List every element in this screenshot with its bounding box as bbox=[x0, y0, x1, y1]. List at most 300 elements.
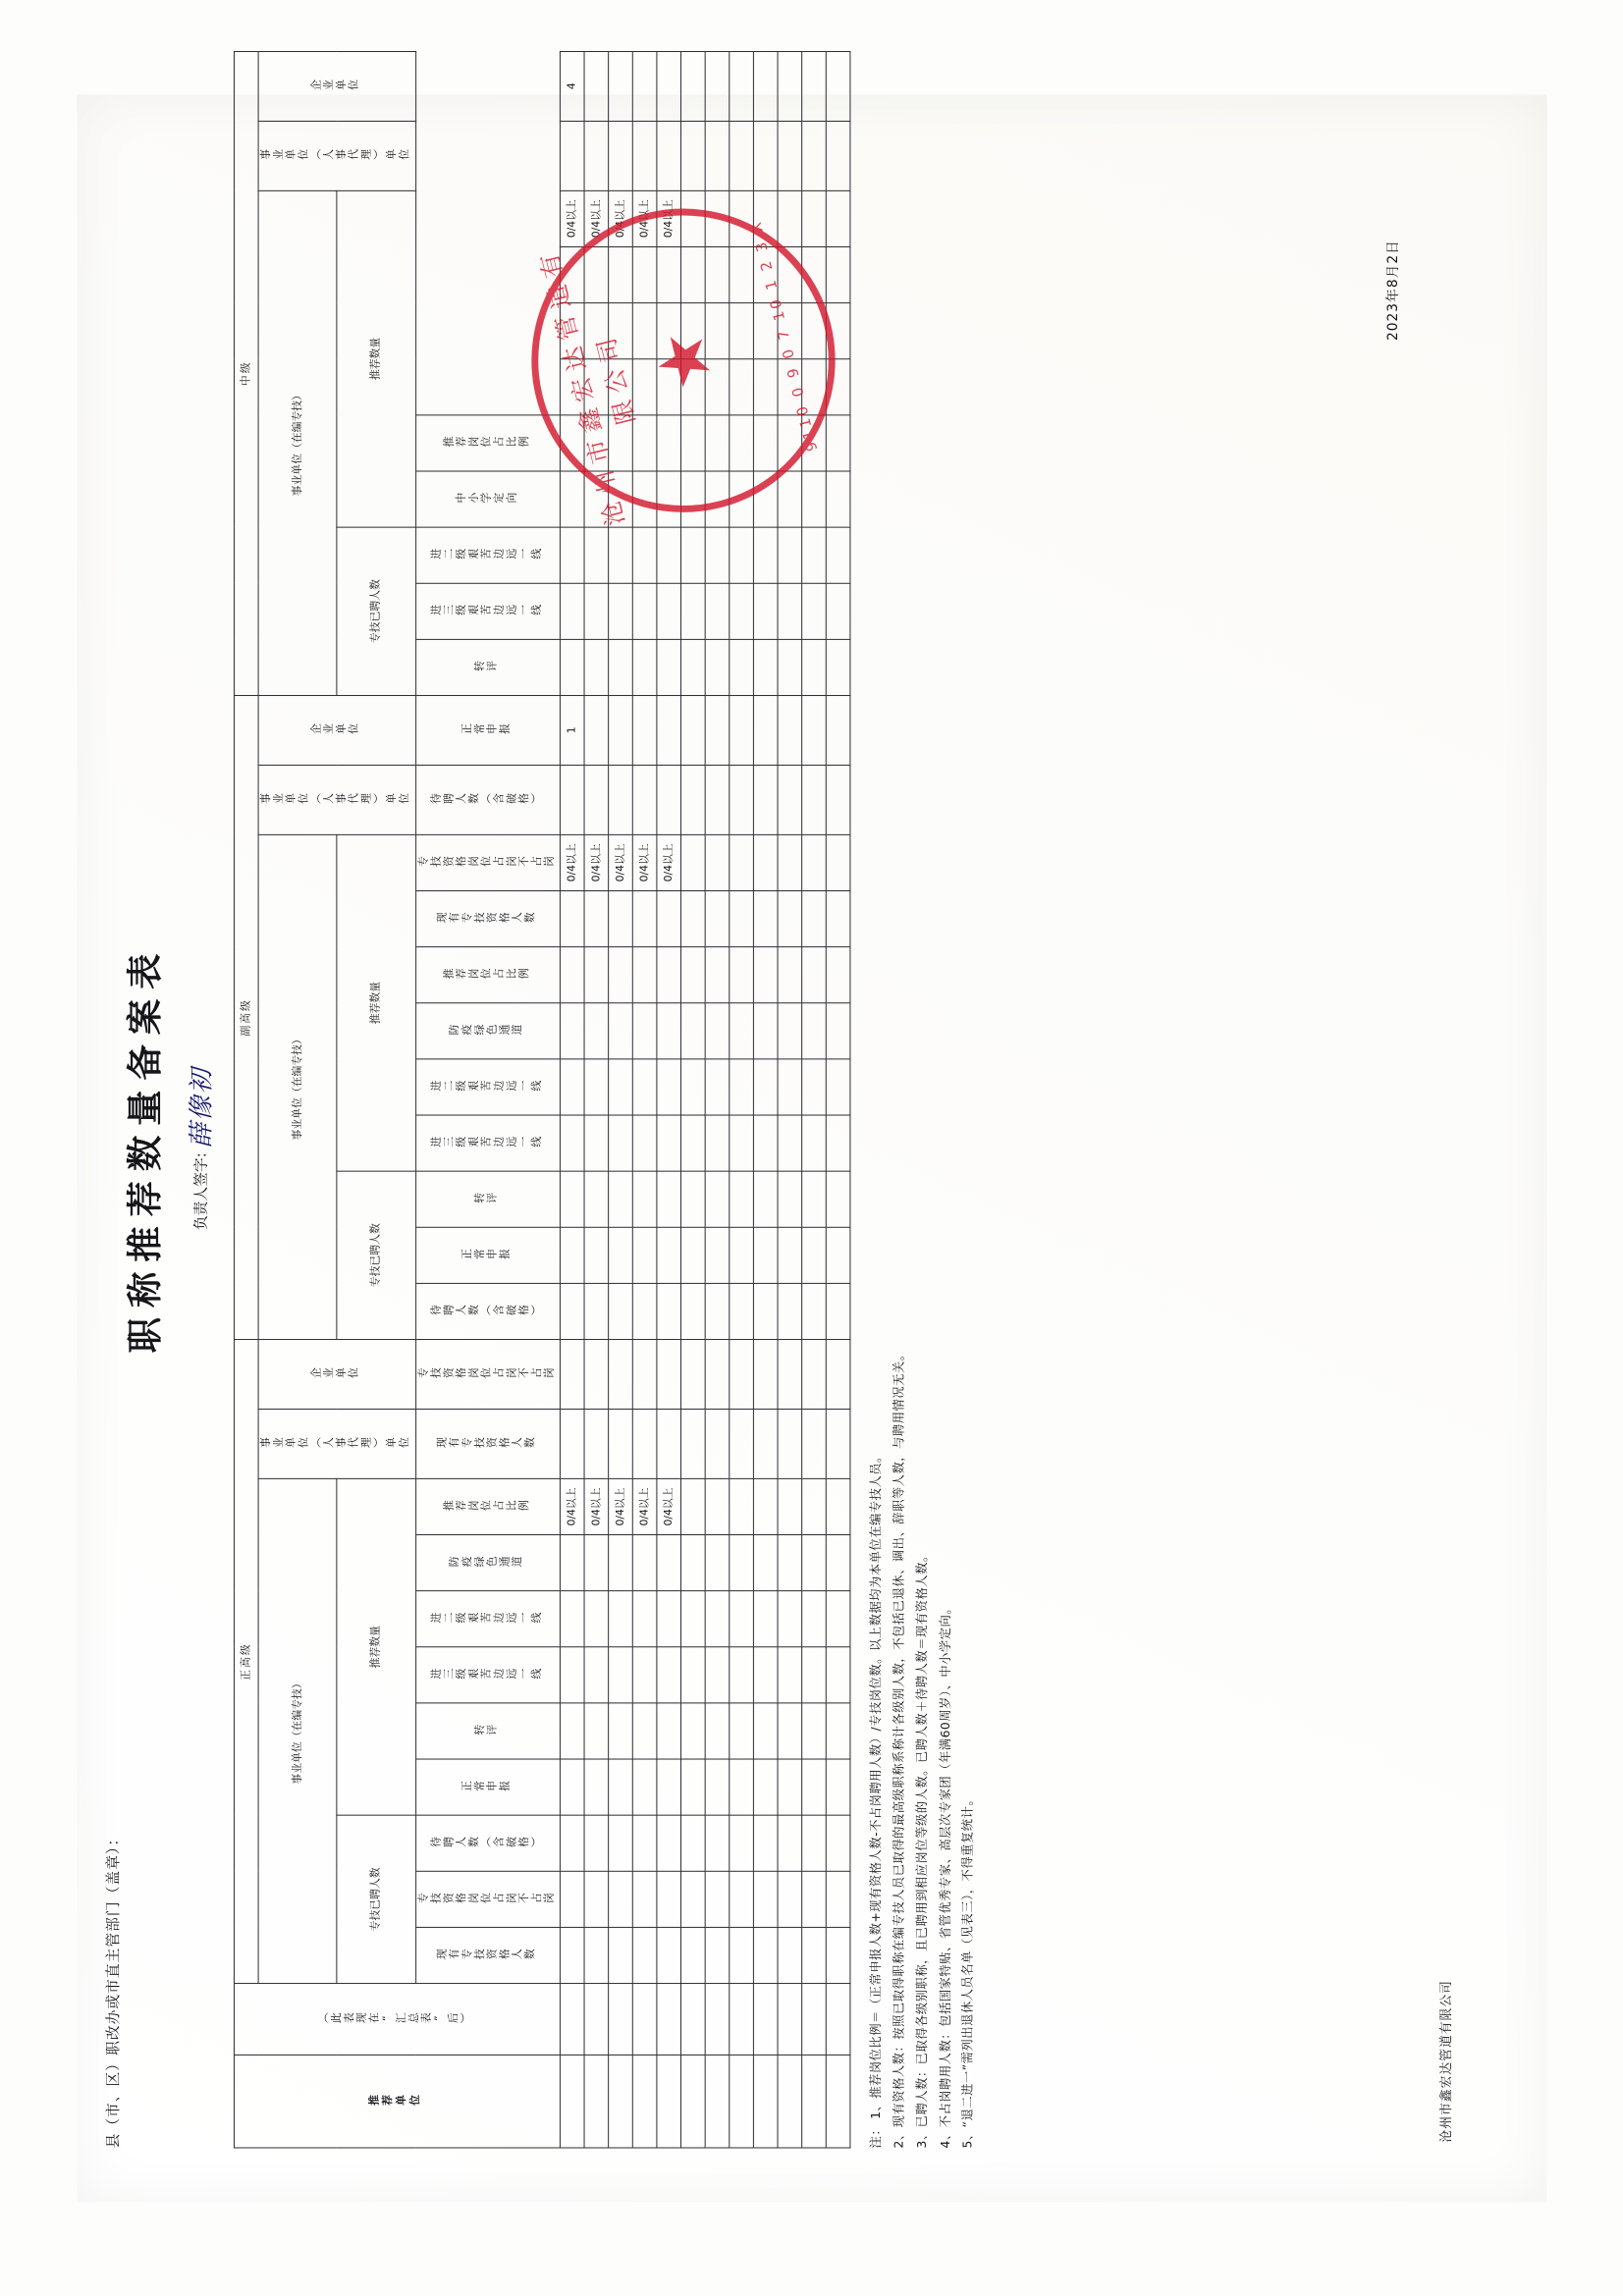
cell[interactable] bbox=[657, 765, 681, 834]
cell[interactable] bbox=[801, 1002, 826, 1058]
cell[interactable] bbox=[801, 1227, 826, 1283]
cell[interactable] bbox=[753, 1534, 778, 1590]
cell[interactable] bbox=[730, 1646, 754, 1702]
cell[interactable] bbox=[801, 1171, 826, 1227]
cell[interactable] bbox=[753, 526, 778, 582]
cell[interactable] bbox=[680, 639, 705, 695]
cell[interactable] bbox=[826, 1114, 850, 1170]
cell[interactable] bbox=[560, 1409, 584, 1478]
cell[interactable] bbox=[680, 695, 705, 765]
cell[interactable] bbox=[705, 765, 730, 834]
ratio-cell[interactable]: 0/4以上 bbox=[560, 834, 584, 890]
cell[interactable] bbox=[705, 1409, 730, 1478]
cell[interactable] bbox=[801, 1815, 826, 1871]
cell[interactable] bbox=[632, 1058, 657, 1114]
cell[interactable] bbox=[680, 1002, 705, 1058]
cell[interactable] bbox=[560, 1702, 584, 1758]
cell[interactable] bbox=[753, 1283, 778, 1339]
cell[interactable] bbox=[801, 526, 826, 582]
cell[interactable] bbox=[632, 890, 657, 946]
cell[interactable] bbox=[778, 1283, 802, 1339]
cell[interactable] bbox=[657, 639, 681, 695]
cell[interactable] bbox=[608, 1646, 632, 1702]
cell[interactable] bbox=[778, 190, 802, 246]
cell[interactable] bbox=[778, 1058, 802, 1114]
cell[interactable] bbox=[826, 1227, 850, 1283]
cell[interactable] bbox=[826, 765, 850, 834]
cell[interactable] bbox=[801, 1283, 826, 1339]
cell[interactable] bbox=[753, 1702, 778, 1758]
cell[interactable] bbox=[584, 1759, 609, 1815]
cell[interactable] bbox=[680, 583, 705, 639]
cell[interactable] bbox=[826, 1759, 850, 1815]
cell[interactable] bbox=[778, 1478, 802, 1534]
cell[interactable] bbox=[778, 1815, 802, 1871]
cell[interactable] bbox=[657, 1590, 681, 1646]
cell[interactable] bbox=[705, 1114, 730, 1170]
cell[interactable] bbox=[632, 639, 657, 695]
cell[interactable] bbox=[705, 1478, 730, 1534]
cell[interactable] bbox=[801, 1927, 826, 1983]
ratio-cell[interactable]: 0/4以上 bbox=[608, 834, 632, 890]
cell[interactable] bbox=[608, 639, 632, 695]
ratio-cell[interactable]: 0/4以上 bbox=[632, 834, 657, 890]
cell[interactable] bbox=[730, 1283, 754, 1339]
cell[interactable] bbox=[778, 639, 802, 695]
cell[interactable] bbox=[584, 946, 609, 1002]
cell[interactable] bbox=[632, 1815, 657, 1871]
cell[interactable] bbox=[632, 946, 657, 1002]
cell[interactable] bbox=[608, 695, 632, 765]
cell[interactable] bbox=[730, 695, 754, 765]
cell[interactable] bbox=[584, 1002, 609, 1058]
cell[interactable] bbox=[801, 190, 826, 246]
cell[interactable] bbox=[584, 890, 609, 946]
cell[interactable] bbox=[680, 1646, 705, 1702]
cell[interactable] bbox=[753, 1646, 778, 1702]
cell[interactable] bbox=[584, 765, 609, 834]
cell[interactable] bbox=[608, 1114, 632, 1170]
cell[interactable] bbox=[705, 1339, 730, 1409]
cell[interactable] bbox=[801, 890, 826, 946]
cell[interactable] bbox=[632, 1927, 657, 1983]
cell[interactable] bbox=[778, 765, 802, 834]
cell[interactable] bbox=[657, 526, 681, 582]
cell[interactable] bbox=[826, 246, 850, 302]
cell[interactable] bbox=[560, 1815, 584, 1871]
cell[interactable] bbox=[826, 51, 850, 121]
cell[interactable] bbox=[680, 1702, 705, 1758]
cell[interactable] bbox=[826, 1815, 850, 1871]
cell[interactable] bbox=[753, 51, 778, 121]
cell[interactable] bbox=[778, 51, 802, 121]
cell[interactable] bbox=[826, 583, 850, 639]
ratio-cell[interactable]: 0/4以上 bbox=[560, 1478, 584, 1534]
cell[interactable] bbox=[560, 1871, 584, 1927]
cell[interactable] bbox=[584, 1927, 609, 1983]
cell[interactable] bbox=[632, 1409, 657, 1478]
cell[interactable] bbox=[778, 1114, 802, 1170]
cell[interactable] bbox=[705, 946, 730, 1002]
cell[interactable] bbox=[730, 1058, 754, 1114]
cell[interactable] bbox=[680, 1171, 705, 1227]
cell[interactable] bbox=[608, 1283, 632, 1339]
cell[interactable] bbox=[801, 121, 826, 190]
cell[interactable] bbox=[730, 1759, 754, 1815]
cell[interactable] bbox=[801, 946, 826, 1002]
cell[interactable] bbox=[753, 1409, 778, 1478]
cell[interactable] bbox=[778, 1871, 802, 1927]
cell[interactable] bbox=[778, 1171, 802, 1227]
cell[interactable] bbox=[705, 1227, 730, 1283]
ratio-cell[interactable]: 0/4以上 bbox=[632, 190, 657, 246]
cell[interactable] bbox=[753, 583, 778, 639]
cell[interactable] bbox=[826, 946, 850, 1002]
cell[interactable] bbox=[560, 1646, 584, 1702]
cell[interactable] bbox=[778, 470, 802, 526]
cell[interactable] bbox=[826, 695, 850, 765]
cell[interactable] bbox=[801, 639, 826, 695]
cell-mid-enterprise-value[interactable]: 4 bbox=[560, 51, 584, 121]
cell[interactable] bbox=[753, 1927, 778, 1983]
cell[interactable] bbox=[632, 1339, 657, 1409]
cell[interactable] bbox=[584, 1590, 609, 1646]
cell[interactable] bbox=[705, 1058, 730, 1114]
cell[interactable] bbox=[801, 1058, 826, 1114]
cell[interactable] bbox=[705, 526, 730, 582]
cell[interactable] bbox=[584, 695, 609, 765]
cell[interactable] bbox=[801, 51, 826, 121]
cell[interactable] bbox=[632, 1227, 657, 1283]
cell[interactable] bbox=[680, 1478, 705, 1534]
cell[interactable] bbox=[753, 834, 778, 890]
cell[interactable] bbox=[778, 946, 802, 1002]
cell[interactable] bbox=[608, 1759, 632, 1815]
cell[interactable] bbox=[560, 1534, 584, 1590]
cell[interactable] bbox=[680, 1590, 705, 1646]
cell[interactable] bbox=[801, 583, 826, 639]
cell[interactable] bbox=[826, 1002, 850, 1058]
cell[interactable] bbox=[608, 1227, 632, 1283]
cell[interactable] bbox=[826, 1339, 850, 1409]
cell[interactable] bbox=[705, 121, 730, 190]
cell[interactable] bbox=[705, 1927, 730, 1983]
cell[interactable] bbox=[826, 526, 850, 582]
cell[interactable] bbox=[680, 946, 705, 1002]
cell[interactable] bbox=[801, 1339, 826, 1409]
cell[interactable] bbox=[560, 1002, 584, 1058]
cell[interactable] bbox=[608, 1590, 632, 1646]
cell[interactable] bbox=[632, 1171, 657, 1227]
cell[interactable] bbox=[632, 1702, 657, 1758]
cell[interactable] bbox=[680, 1283, 705, 1339]
cell[interactable] bbox=[680, 1871, 705, 1927]
cell[interactable] bbox=[608, 121, 632, 190]
cell[interactable] bbox=[584, 1409, 609, 1478]
cell[interactable] bbox=[730, 834, 754, 890]
cell[interactable] bbox=[730, 1002, 754, 1058]
cell[interactable] bbox=[560, 470, 584, 526]
cell[interactable] bbox=[730, 1815, 754, 1871]
cell[interactable] bbox=[705, 1646, 730, 1702]
cell[interactable] bbox=[680, 1339, 705, 1409]
cell[interactable] bbox=[632, 526, 657, 582]
cell[interactable] bbox=[730, 1702, 754, 1758]
cell[interactable] bbox=[657, 1702, 681, 1758]
cell[interactable] bbox=[705, 834, 730, 890]
cell[interactable] bbox=[826, 1871, 850, 1927]
cell[interactable] bbox=[584, 1171, 609, 1227]
cell[interactable] bbox=[584, 583, 609, 639]
cell[interactable] bbox=[730, 890, 754, 946]
cell[interactable] bbox=[730, 1534, 754, 1590]
cell[interactable] bbox=[560, 1339, 584, 1409]
cell[interactable] bbox=[826, 1590, 850, 1646]
cell[interactable] bbox=[680, 1409, 705, 1478]
cell[interactable] bbox=[730, 121, 754, 190]
cell[interactable] bbox=[730, 1927, 754, 1983]
cell[interactable] bbox=[801, 1871, 826, 1927]
cell[interactable] bbox=[778, 1002, 802, 1058]
cell[interactable] bbox=[730, 1114, 754, 1170]
cell[interactable] bbox=[608, 583, 632, 639]
cell[interactable] bbox=[730, 1478, 754, 1534]
cell[interactable] bbox=[632, 1871, 657, 1927]
cell[interactable] bbox=[730, 51, 754, 121]
cell[interactable] bbox=[584, 1227, 609, 1283]
cell[interactable] bbox=[657, 1171, 681, 1227]
cell[interactable] bbox=[608, 946, 632, 1002]
cell[interactable] bbox=[826, 1478, 850, 1534]
cell[interactable] bbox=[657, 890, 681, 946]
ratio-cell[interactable]: 0/4以上 bbox=[657, 190, 681, 246]
cell[interactable] bbox=[778, 1534, 802, 1590]
cell[interactable] bbox=[730, 1871, 754, 1927]
cell[interactable] bbox=[632, 1283, 657, 1339]
cell[interactable] bbox=[826, 470, 850, 526]
ratio-cell[interactable]: 0/4以上 bbox=[657, 834, 681, 890]
cell[interactable] bbox=[657, 121, 681, 190]
cell[interactable] bbox=[584, 1339, 609, 1409]
cell[interactable] bbox=[705, 1759, 730, 1815]
ratio-cell[interactable]: 0/4以上 bbox=[657, 1478, 681, 1534]
cell[interactable] bbox=[680, 121, 705, 190]
cell[interactable] bbox=[753, 890, 778, 946]
cell[interactable] bbox=[657, 583, 681, 639]
cell[interactable] bbox=[560, 1171, 584, 1227]
cell[interactable] bbox=[560, 946, 584, 1002]
cell[interactable] bbox=[801, 695, 826, 765]
cell[interactable] bbox=[560, 121, 584, 190]
cell[interactable] bbox=[730, 1590, 754, 1646]
cell[interactable] bbox=[680, 526, 705, 582]
cell[interactable] bbox=[657, 695, 681, 765]
cell[interactable] bbox=[705, 1534, 730, 1590]
cell[interactable] bbox=[657, 946, 681, 1002]
cell[interactable] bbox=[632, 1002, 657, 1058]
ratio-cell[interactable]: 0/4以上 bbox=[560, 190, 584, 246]
cell[interactable] bbox=[632, 51, 657, 121]
cell[interactable] bbox=[826, 121, 850, 190]
cell[interactable] bbox=[560, 526, 584, 582]
cell[interactable] bbox=[730, 946, 754, 1002]
cell[interactable] bbox=[608, 1171, 632, 1227]
cell[interactable] bbox=[632, 1590, 657, 1646]
cell[interactable] bbox=[608, 1871, 632, 1927]
cell[interactable] bbox=[657, 1227, 681, 1283]
cell[interactable] bbox=[826, 1409, 850, 1478]
cell[interactable] bbox=[801, 1534, 826, 1590]
cell[interactable] bbox=[753, 765, 778, 834]
cell[interactable] bbox=[778, 1759, 802, 1815]
cell[interactable] bbox=[753, 1815, 778, 1871]
cell[interactable] bbox=[778, 1927, 802, 1983]
cell[interactable] bbox=[826, 1534, 850, 1590]
cell[interactable] bbox=[560, 1590, 584, 1646]
cell[interactable] bbox=[657, 1646, 681, 1702]
cell[interactable] bbox=[801, 765, 826, 834]
cell[interactable] bbox=[680, 51, 705, 121]
cell[interactable] bbox=[801, 834, 826, 890]
cell[interactable] bbox=[730, 1227, 754, 1283]
cell[interactable] bbox=[657, 1114, 681, 1170]
cell[interactable] bbox=[680, 1114, 705, 1170]
cell[interactable] bbox=[657, 1339, 681, 1409]
cell[interactable] bbox=[632, 1534, 657, 1590]
cell[interactable] bbox=[608, 1002, 632, 1058]
cell[interactable] bbox=[826, 1171, 850, 1227]
ratio-cell[interactable]: 0/4以上 bbox=[584, 1478, 609, 1534]
cell[interactable] bbox=[826, 834, 850, 890]
cell[interactable] bbox=[680, 1927, 705, 1983]
ratio-cell[interactable]: 0/4以上 bbox=[632, 1478, 657, 1534]
cell[interactable] bbox=[730, 1409, 754, 1478]
cell[interactable] bbox=[778, 1590, 802, 1646]
cell[interactable] bbox=[705, 890, 730, 946]
ratio-cell[interactable]: 0/4以上 bbox=[584, 834, 609, 890]
cell[interactable] bbox=[753, 1227, 778, 1283]
cell[interactable] bbox=[801, 1702, 826, 1758]
cell[interactable] bbox=[608, 1702, 632, 1758]
cell[interactable] bbox=[826, 1058, 850, 1114]
cell[interactable] bbox=[705, 1702, 730, 1758]
cell[interactable] bbox=[657, 1815, 681, 1871]
cell[interactable] bbox=[584, 1534, 609, 1590]
cell[interactable] bbox=[584, 1058, 609, 1114]
cell[interactable] bbox=[657, 1058, 681, 1114]
cell-associate-enterprise-value[interactable]: 1 bbox=[560, 695, 584, 765]
cell[interactable] bbox=[584, 1702, 609, 1758]
cell[interactable] bbox=[608, 1815, 632, 1871]
cell[interactable] bbox=[657, 1283, 681, 1339]
cell[interactable] bbox=[730, 765, 754, 834]
cell[interactable] bbox=[632, 1646, 657, 1702]
cell[interactable] bbox=[753, 1590, 778, 1646]
cell[interactable] bbox=[801, 1646, 826, 1702]
cell[interactable] bbox=[753, 639, 778, 695]
cell[interactable] bbox=[705, 51, 730, 121]
cell[interactable] bbox=[753, 1171, 778, 1227]
cell[interactable] bbox=[632, 583, 657, 639]
cell[interactable] bbox=[657, 1927, 681, 1983]
cell[interactable] bbox=[826, 190, 850, 246]
cell[interactable] bbox=[584, 526, 609, 582]
cell[interactable] bbox=[730, 526, 754, 582]
cell[interactable] bbox=[778, 526, 802, 582]
cell[interactable] bbox=[826, 1702, 850, 1758]
cell[interactable] bbox=[730, 583, 754, 639]
cell[interactable] bbox=[560, 890, 584, 946]
cell[interactable] bbox=[778, 890, 802, 946]
cell[interactable] bbox=[680, 890, 705, 946]
cell[interactable] bbox=[584, 121, 609, 190]
cell[interactable] bbox=[705, 1002, 730, 1058]
cell[interactable] bbox=[753, 1339, 778, 1409]
cell[interactable] bbox=[680, 1058, 705, 1114]
cell[interactable] bbox=[801, 1759, 826, 1815]
cell[interactable] bbox=[778, 121, 802, 190]
cell[interactable] bbox=[753, 1759, 778, 1815]
cell[interactable] bbox=[608, 765, 632, 834]
cell[interactable] bbox=[753, 1478, 778, 1534]
cell[interactable] bbox=[632, 1114, 657, 1170]
cell[interactable] bbox=[584, 1871, 609, 1927]
cell[interactable] bbox=[753, 1114, 778, 1170]
cell[interactable] bbox=[826, 1283, 850, 1339]
cell[interactable] bbox=[584, 1815, 609, 1871]
cell[interactable] bbox=[608, 1409, 632, 1478]
cell[interactable] bbox=[705, 1283, 730, 1339]
cell[interactable] bbox=[560, 1058, 584, 1114]
cell[interactable] bbox=[730, 1339, 754, 1409]
cell[interactable] bbox=[608, 890, 632, 946]
cell[interactable] bbox=[801, 1590, 826, 1646]
cell[interactable] bbox=[584, 639, 609, 695]
cell[interactable] bbox=[657, 1002, 681, 1058]
cell[interactable] bbox=[657, 1871, 681, 1927]
cell[interactable] bbox=[778, 1702, 802, 1758]
cell[interactable] bbox=[778, 695, 802, 765]
cell[interactable] bbox=[584, 1283, 609, 1339]
cell[interactable] bbox=[608, 526, 632, 582]
cell[interactable] bbox=[608, 1339, 632, 1409]
cell[interactable] bbox=[753, 695, 778, 765]
cell[interactable] bbox=[705, 1590, 730, 1646]
cell[interactable] bbox=[657, 1759, 681, 1815]
cell[interactable] bbox=[753, 1058, 778, 1114]
cell[interactable] bbox=[730, 1171, 754, 1227]
cell[interactable] bbox=[778, 1646, 802, 1702]
cell[interactable] bbox=[801, 470, 826, 526]
cell[interactable] bbox=[560, 1927, 584, 1983]
cell[interactable] bbox=[560, 765, 584, 834]
cell[interactable] bbox=[680, 834, 705, 890]
cell[interactable] bbox=[730, 639, 754, 695]
cell[interactable] bbox=[560, 1114, 584, 1170]
cell[interactable] bbox=[680, 1534, 705, 1590]
cell[interactable] bbox=[705, 1171, 730, 1227]
cell[interactable] bbox=[560, 639, 584, 695]
cell[interactable] bbox=[753, 1002, 778, 1058]
cell[interactable] bbox=[657, 1534, 681, 1590]
cell[interactable] bbox=[584, 1646, 609, 1702]
cell[interactable] bbox=[753, 1871, 778, 1927]
cell[interactable] bbox=[778, 1227, 802, 1283]
cell[interactable] bbox=[560, 583, 584, 639]
cell[interactable] bbox=[778, 1339, 802, 1409]
cell[interactable] bbox=[801, 1409, 826, 1478]
cell[interactable] bbox=[560, 1759, 584, 1815]
